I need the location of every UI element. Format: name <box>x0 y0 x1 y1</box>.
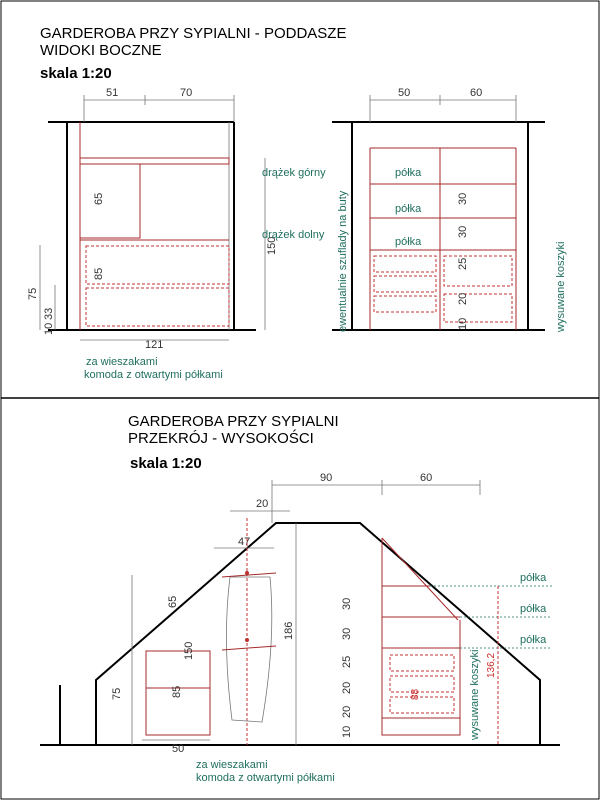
dim-85: 85 <box>93 267 105 280</box>
dim-30-a: 30 <box>457 192 469 205</box>
bottom-scale: skala 1:20 <box>130 455 202 472</box>
dim-150: 150 <box>266 236 278 255</box>
section-view <box>40 472 560 755</box>
dim-20: 20 <box>457 292 469 305</box>
dim-121: 121 <box>145 339 164 351</box>
label-shelf-1-b: półka <box>520 572 547 584</box>
note-commode: komoda z otwartymi półkami <box>84 369 223 381</box>
dim-51: 51 <box>106 87 119 99</box>
dim-10: 10 <box>43 322 55 335</box>
dim-20-top: 20 <box>256 498 269 510</box>
label-shoe-drawers: ewentualnie szuflady na buty <box>337 190 349 332</box>
left-side-view <box>27 87 326 381</box>
dim-25-b: 25 <box>341 655 353 668</box>
dim-136-red: 136,2 <box>486 652 497 678</box>
sheet-border <box>1 1 599 799</box>
dim-25: 25 <box>457 257 469 270</box>
dim-75: 75 <box>27 287 39 300</box>
label-shelf-1: półka <box>395 167 422 179</box>
dim-10-b: 10 <box>341 725 353 738</box>
dim-30-c: 30 <box>341 597 353 610</box>
dim-33: 33 <box>43 307 55 320</box>
label-shelf-2: półka <box>395 203 422 215</box>
note-commode-b: komoda z otwartymi półkami <box>196 772 335 784</box>
label-shelf-3-b: półka <box>520 634 547 646</box>
dim-20-b: 20 <box>341 705 353 718</box>
dim-65-b: 65 <box>167 595 179 608</box>
note-behind-hangers: za wieszakami <box>86 356 158 368</box>
label-baskets-bottom: wysuwane koszyki <box>469 649 481 740</box>
dim-60-b: 60 <box>420 472 433 484</box>
dim-47: 47 <box>238 536 251 548</box>
top-scale: skala 1:20 <box>40 65 112 82</box>
bottom-title-line2: PRZEKRÓJ - WYSOKOŚCI <box>128 430 314 447</box>
dim-50-b: 50 <box>172 743 185 755</box>
dim-60: 60 <box>470 87 483 99</box>
label-baskets-top: wysuwane koszyki <box>555 241 567 332</box>
dim-10-r: 10 <box>457 317 469 330</box>
dim-90: 90 <box>320 472 333 484</box>
top-title-line1: GARDEROBA PRZY SYPIALNI - PODDASZE <box>40 25 347 42</box>
right-side-view <box>332 87 567 333</box>
dim-65: 65 <box>93 192 105 205</box>
dim-85-b: 85 <box>171 685 183 698</box>
label-shelf-2-b: półka <box>520 603 547 615</box>
dim-30-d: 30 <box>341 627 353 640</box>
dim-88-red: 88 <box>410 688 421 700</box>
dim-20-a: 20 <box>341 681 353 694</box>
dim-75-b: 75 <box>111 687 123 700</box>
label-rail-top: drążek górny <box>262 167 326 179</box>
note-behind-hangers-b: za wieszakami <box>196 759 268 771</box>
label-shelf-3: półka <box>395 236 422 248</box>
bottom-title-line1: GARDEROBA PRZY SYPIALNI <box>128 413 339 430</box>
dim-186: 186 <box>283 621 295 640</box>
dim-50: 50 <box>398 87 411 99</box>
dim-30-b: 30 <box>457 225 469 238</box>
dim-70: 70 <box>180 87 193 99</box>
dim-150-b: 150 <box>183 641 195 660</box>
label-rail-bottom: drążek dolny <box>262 229 325 241</box>
top-title-line2: WIDOKI BOCZNE <box>40 42 162 59</box>
